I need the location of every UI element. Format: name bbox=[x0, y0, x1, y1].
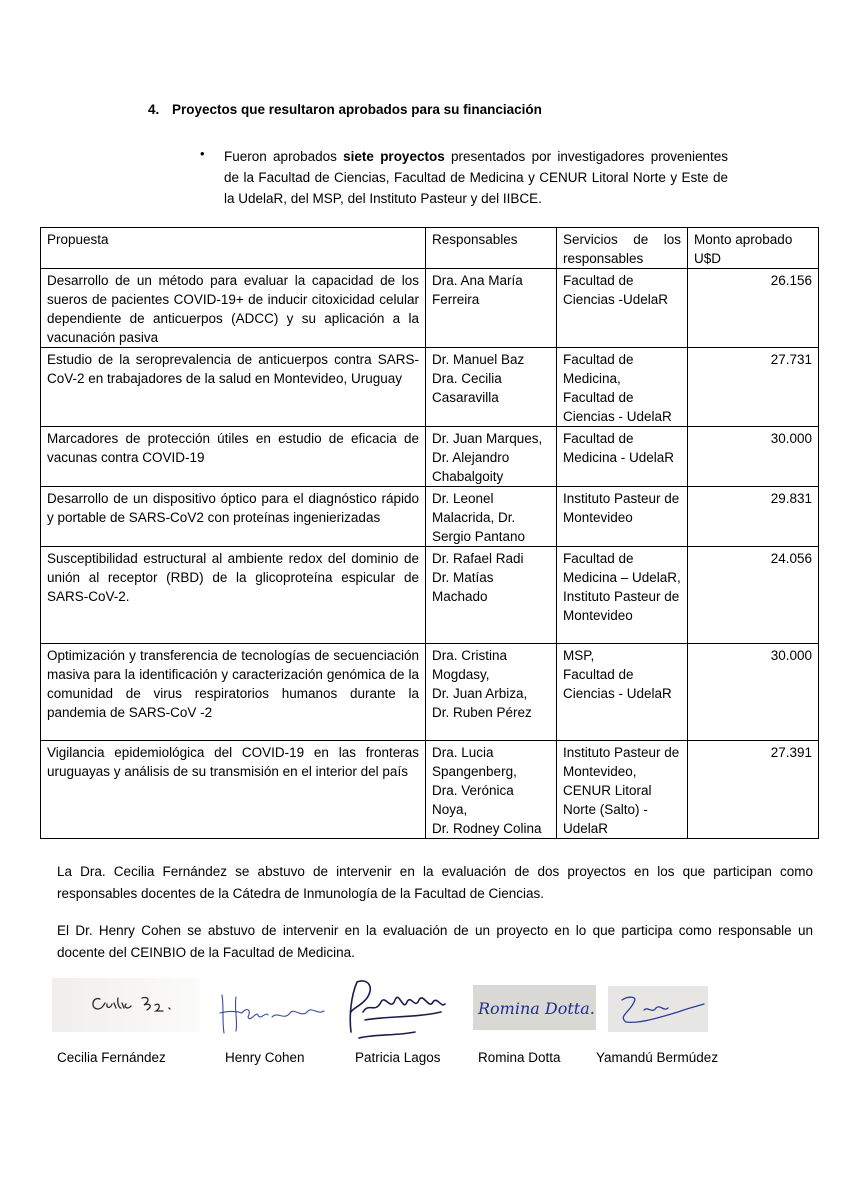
services-line: MSP, bbox=[563, 648, 595, 663]
responsible-line: Dr. Leonel Malacrida, Dr. Sergio Pantano bbox=[432, 491, 526, 544]
cell-proposal: Vigilancia epidemiológica del COVID-19 en las fronteras uruguayas y análisis de su transmisión en el interior del país bbox=[41, 741, 426, 839]
table-row bbox=[41, 427, 819, 487]
header-services: Servicios de los responsables bbox=[557, 228, 688, 269]
signer-name: Romina Dotta bbox=[478, 1050, 561, 1065]
signature-drawing bbox=[345, 972, 455, 1044]
bullet-text bbox=[224, 146, 728, 209]
responsible-line: Dr. Ruben Pérez bbox=[432, 705, 532, 720]
signature-romina-dotta bbox=[473, 985, 596, 1030]
bullet-text-before: Fueron aprobados bbox=[224, 149, 344, 164]
table-row bbox=[41, 487, 819, 547]
cell-proposal: Estudio de la seroprevalencia de anticuerpos contra SARS-CoV-2 en trabajadores de la salud en Montevideo, Uruguay bbox=[41, 348, 426, 427]
responsible-line: Dr. Alejandro Chabalgoity bbox=[432, 450, 510, 484]
services-line: Instituto Pasteur de Montevideo, CENUR Litoral Norte (Salto) - UdelaR bbox=[563, 745, 680, 836]
signature-drawing bbox=[473, 985, 596, 1030]
responsible-line: Dr. Rafael Radi bbox=[432, 551, 524, 566]
cell-responsible bbox=[426, 487, 557, 547]
cell-amount: 26.156 bbox=[688, 269, 819, 348]
signature-handwriting: Romina Dotta. bbox=[478, 999, 595, 1018]
cell-responsible bbox=[426, 427, 557, 487]
responsible-line: Dra. Lucia Spangenberg, bbox=[432, 745, 517, 779]
cell-amount: 30.000 bbox=[688, 427, 819, 487]
section-title: Proyectos que resultaron aprobados para su financiación bbox=[172, 102, 542, 117]
bullet-text-after: presentados por investigadores provenientes de la Facultad de Ciencias, Facultad de Medicina y CENUR Litoral Norte y Este de la UdelaR, del MSP, del Instituto Pasteur y del IIBCE. bbox=[224, 149, 729, 206]
signature-drawing bbox=[212, 985, 332, 1040]
signature-drawing bbox=[608, 986, 708, 1032]
responsible-line: Dra. Ana María Ferreira bbox=[432, 273, 523, 307]
projects-table bbox=[40, 227, 819, 839]
services-line: Facultad de Ciencias - UdelaR bbox=[563, 390, 672, 424]
responsible-line: Dra. Verónica Noya, bbox=[432, 783, 514, 817]
cell-proposal: Optimización y transferencia de tecnologías de secuenciación masiva para la identificación y caracterización genómica de la comunidad de virus respiratorios humanos durante la pandemia de SARS-CoV -2 bbox=[41, 644, 426, 741]
signature-henry-cohen bbox=[212, 985, 332, 1040]
signature-yamandu-bermudez bbox=[608, 986, 708, 1032]
responsible-line: Dr. Manuel Baz bbox=[432, 352, 525, 367]
abstention-note-1: La Dra. Cecilia Fernández se abstuvo de intervenir en la evaluación de dos proyectos en los que participan como responsables docentes de la Cátedra de Inmunología de la Facultad de Ciencias. bbox=[57, 864, 813, 901]
bullet-dot: • bbox=[200, 146, 205, 161]
signature-patricia-lagos bbox=[345, 972, 455, 1044]
cell-amount: 24.056 bbox=[688, 547, 819, 644]
signer-name: Cecilia Fernández bbox=[57, 1050, 166, 1065]
cell-services bbox=[557, 644, 688, 741]
table-row bbox=[41, 348, 819, 427]
cell-responsible bbox=[426, 269, 557, 348]
signature-cecilia-fernandez bbox=[52, 978, 200, 1032]
cell-responsible bbox=[426, 741, 557, 839]
signature-drawing bbox=[52, 978, 200, 1032]
header-amount: Monto aprobado U$D bbox=[688, 228, 819, 269]
responsible-line: Dr. Rodney Colina bbox=[432, 821, 542, 836]
cell-proposal: Desarrollo de un método para evaluar la capacidad de los sueros de pacientes COVID-19+ de inducir citoxicidad celular dependiente de anticuerpos (ADCC) y su aplicación a la vacunación pasiva bbox=[41, 269, 426, 348]
header-responsible: Responsables bbox=[426, 228, 557, 269]
cell-responsible bbox=[426, 348, 557, 427]
cell-services bbox=[557, 427, 688, 487]
cell-services bbox=[557, 269, 688, 348]
services-line: Facultad de Ciencias -UdelaR bbox=[563, 273, 669, 307]
cell-services bbox=[557, 547, 688, 644]
responsible-line: Dr. Juan Marques, bbox=[432, 431, 543, 446]
responsible-line: Dr. Juan Arbiza, bbox=[432, 686, 528, 701]
services-line: Facultad de Medicina, bbox=[563, 352, 634, 386]
cell-amount: 27.391 bbox=[688, 741, 819, 839]
cell-services bbox=[557, 741, 688, 839]
signer-name: Yamandú Bermúdez bbox=[596, 1050, 719, 1065]
section-heading bbox=[148, 102, 542, 117]
responsible-line: Dra. Cecilia Casaravilla bbox=[432, 371, 502, 405]
services-line: Instituto Pasteur de Montevideo bbox=[563, 491, 680, 525]
table-row bbox=[41, 547, 819, 644]
header-proposal: Propuesta bbox=[41, 228, 426, 269]
cell-proposal: Desarrollo de un dispositivo óptico para el diagnóstico rápido y portable de SARS-CoV2 con proteínas ingenierizadas bbox=[41, 487, 426, 547]
services-line: Facultad de Medicina – UdelaR, Instituto Pasteur de Montevideo bbox=[563, 551, 681, 623]
abstention-note-2: El Dr. Henry Cohen se abstuvo de intervenir en la evaluación de un proyecto en lo que participa como responsable un docente del CEINBIO de la Facultad de Medicina. bbox=[57, 923, 813, 960]
signer-name: Henry Cohen bbox=[225, 1050, 305, 1065]
cell-services bbox=[557, 487, 688, 547]
cell-amount: 27.731 bbox=[688, 348, 819, 427]
cell-proposal: Susceptibilidad estructural al ambiente redox del dominio de unión al receptor (RBD) de la glicoproteína espicular de SARS-CoV-2. bbox=[41, 547, 426, 644]
section-number: 4. bbox=[148, 102, 160, 117]
cell-amount: 30.000 bbox=[688, 644, 819, 741]
table-row bbox=[41, 644, 819, 741]
signer-name: Patricia Lagos bbox=[355, 1050, 441, 1065]
cell-proposal: Marcadores de protección útiles en estudio de eficacia de vacunas contra COVID-19 bbox=[41, 427, 426, 487]
services-line: Facultad de Medicina - UdelaR bbox=[563, 431, 675, 465]
bullet-text-bold: siete proyectos bbox=[343, 149, 445, 164]
table-header-row bbox=[41, 228, 819, 269]
services-line: Facultad de Ciencias - UdelaR bbox=[563, 667, 672, 701]
table-row bbox=[41, 269, 819, 348]
cell-amount: 29.831 bbox=[688, 487, 819, 547]
cell-responsible bbox=[426, 547, 557, 644]
table-body bbox=[41, 269, 819, 839]
cell-services bbox=[557, 348, 688, 427]
responsible-line: Dra. Cristina Mogdasy, bbox=[432, 648, 508, 682]
cell-responsible bbox=[426, 644, 557, 741]
table-row bbox=[41, 741, 819, 839]
responsible-line: Dr. Matías Machado bbox=[432, 570, 494, 604]
